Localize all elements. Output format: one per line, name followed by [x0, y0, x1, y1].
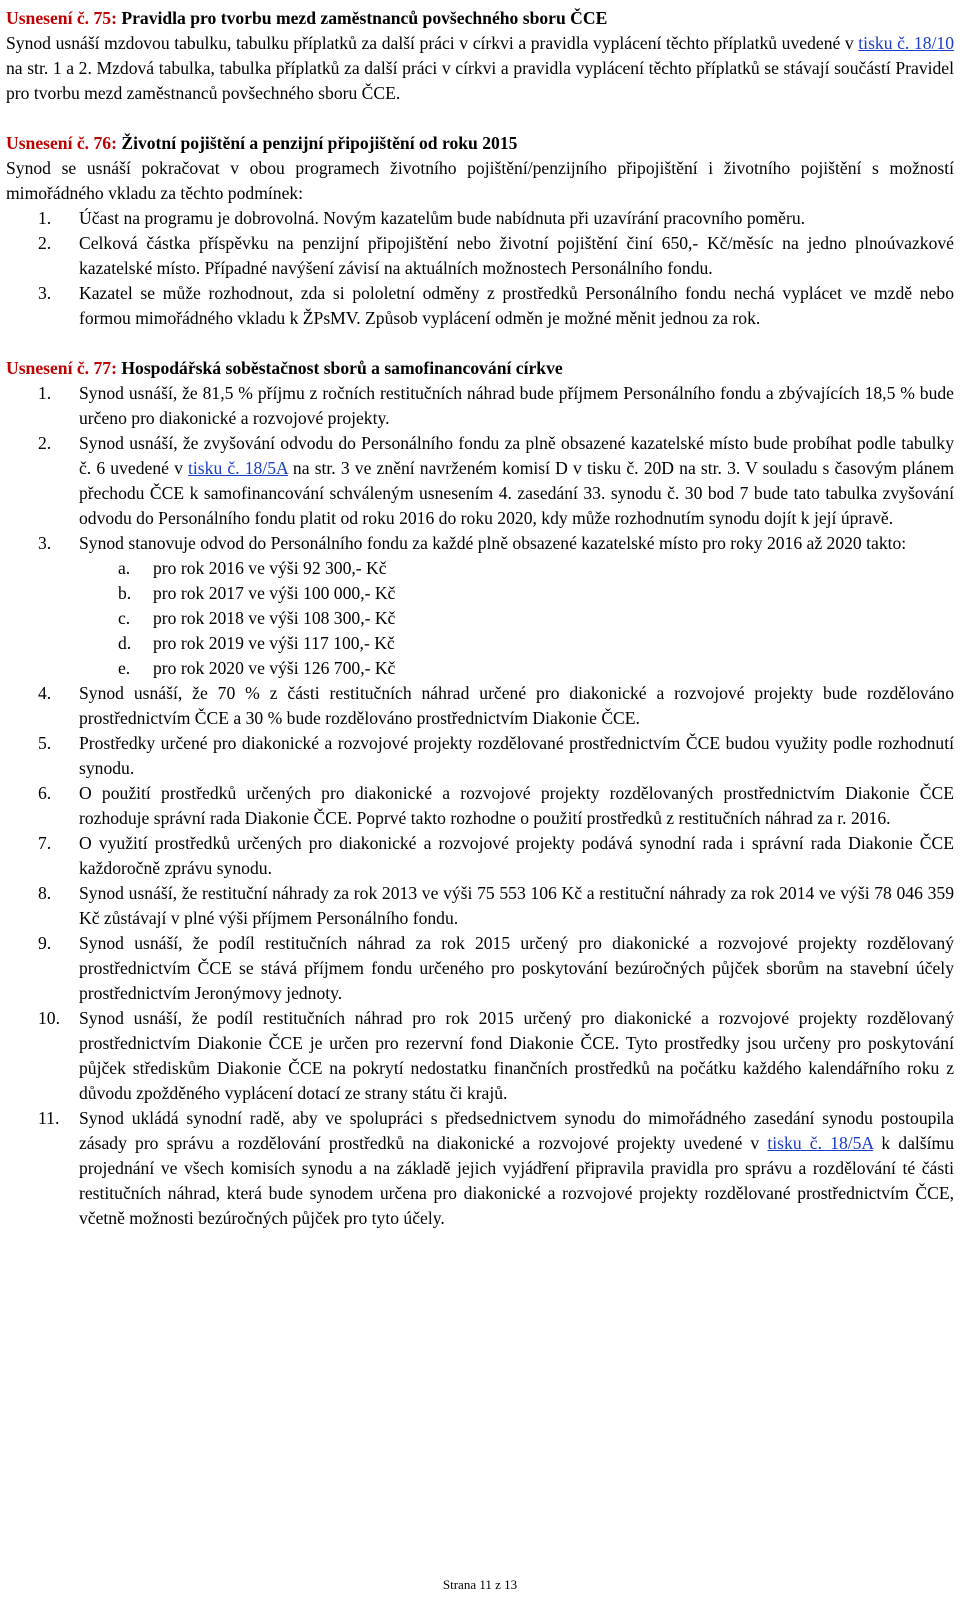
item-text: Prostředky určené pro diakonické a rozvojové projekty rozdělované prostřednictvím ČCE budou využity podle rozhodnutí synodu.	[79, 733, 954, 778]
item-number: 2.	[38, 433, 52, 453]
sub-item-text: pro rok 2020 ve výši 126 700,- Kč	[153, 658, 396, 678]
resolution-77	[6, 356, 954, 1231]
tisk-18-5a-link[interactable]: tisku č. 18/5A	[188, 458, 288, 478]
resolution-76-intro: Synod se usnáší pokračovat v obou programech životního pojištění/penzijního připojištění i životního pojištění s možností mimořádného vkladu za těchto podmínek:	[6, 158, 954, 203]
sub-item-letter: d.	[118, 633, 132, 653]
list-item	[6, 931, 954, 1006]
item-text: Synod usnáší, že podíl restitučních náhrad za rok 2015 určený pro diakonické a rozvojové projekty rozdělovaný prostřednictvím ČCE se stává příjmem fondu určeného pro poskytování bezúročných půjček sborům na stavební účely prostřednictvím Jeronýmovy jednoty.	[79, 933, 954, 1003]
resolution-76-list	[6, 206, 954, 331]
item-number: 7.	[38, 833, 52, 853]
item-text-continued: k dalšímu projednání ve všech komisích synodu a na základě jejich vyjádření připravila pravidla pro správu a rozdělování té části restitučních náhrad, která bude synodem určena pro diakonické a rozvojové projekty rozdělované prostřednictvím ČCE, včetně možnosti bezúročných půjček pro tyto účely.	[79, 1133, 954, 1228]
resolution-75-text-2: na str. 1 a 2. Mzdová tabulka, tabulka příplatků za další práci v církvi a pravidla vyplácení těchto příplatků se stávají součástí Pravidel pro tvorbu mezd zaměstnanců povšechného sboru ČCE.	[6, 58, 954, 103]
item-number: 4.	[38, 683, 52, 703]
item-number: 9.	[38, 933, 52, 953]
list-item	[6, 281, 954, 331]
item-text: Účast na programu je dobrovolná. Novým kazatelům bude nabídnuta při uzavírání pracovního poměru.	[79, 208, 806, 228]
sub-item-text: pro rok 2017 ve výši 100 000,- Kč	[153, 583, 396, 603]
resolution-76-number: Usnesení č. 76:	[6, 133, 117, 153]
list-item	[6, 781, 954, 831]
item-text: Synod ukládá synodní radě, aby ve spolupráci s předsednictvem synodu do mimořádného zasedání synodu postoupila zásady pro správu a rozdělování prostředků na diakonické a rozvojové projekty uvedené v	[79, 1108, 954, 1153]
resolution-77-number: Usnesení č. 77:	[6, 358, 117, 378]
sub-item-text: pro rok 2016 ve výši 92 300,- Kč	[153, 558, 387, 578]
item-number: 5.	[38, 733, 52, 753]
item-text: Synod usnáší, že 70 % z části restitučních náhrad určené pro diakonické a rozvojové projekty bude rozdělováno prostřednictvím ČCE a 30 % bude rozdělováno prostřednictvím Diakonie ČCE.	[79, 683, 954, 728]
resolution-75-number: Usnesení č. 75:	[6, 8, 117, 28]
item-text: Synod stanovuje odvod do Personálního fondu za každé plně obsazené kazatelské místo pro roky 2016 až 2020 takto:	[79, 533, 907, 553]
list-item	[6, 206, 954, 231]
item-text: Kazatel se může rozhodnout, zda si pololetní odměny z prostředků Personálního fondu nechá vyplácet ve mzdě nebo formou mimořádného vkladu k ŽPsMV. Způsob vyplácení odměn je možné měnit jednou za rok.	[79, 283, 954, 328]
item-number: 3.	[38, 283, 52, 303]
resolution-75-title: Pravidla pro tvorbu mezd zaměstnanců povšechného sboru ČCE	[121, 8, 608, 28]
item-text: O použití prostředků určených pro diakonické a rozvojové projekty rozdělovaných prostřednictvím Diakonie ČCE rozhoduje správní rada Diakonie ČCE. Poprvé takto rozhodne o použití prostředků z restitučních náhrad za r. 2016.	[79, 783, 954, 828]
item-number: 11.	[38, 1108, 60, 1128]
list-item	[6, 831, 954, 881]
resolution-75-text-1: Synod usnáší mzdovou tabulku, tabulku příplatků za další práci v církvi a pravidla vyplácení těchto příplatků uvedené v	[6, 33, 859, 53]
page-number: Strana 11 z 13	[442, 1577, 518, 1592]
list-item	[6, 431, 954, 531]
resolution-77-heading	[6, 356, 954, 381]
resolution-76-title: Životní pojištění a penzijní připojištění od roku 2015	[121, 133, 518, 153]
list-item	[6, 1106, 954, 1231]
resolution-77-list	[6, 381, 954, 556]
sub-item-text: pro rok 2019 ve výši 117 100,- Kč	[153, 633, 395, 653]
sub-item-letter: a.	[118, 558, 131, 578]
item-number: 1.	[38, 208, 52, 228]
item-text: Celková částka příspěvku na penzijní připojištění nebo životní pojištění činí 650,- Kč/měsíc na jedno plnoúvazkové kazatelské místo. Případné navýšení závisí na aktuálních možnostech Personálního fondu.	[79, 233, 954, 278]
list-item	[6, 881, 954, 931]
resolution-76-heading	[6, 131, 954, 156]
resolution-76	[6, 131, 954, 331]
sub-item	[6, 656, 954, 681]
sub-item	[6, 556, 954, 581]
sub-item-letter: b.	[118, 583, 132, 603]
resolution-75	[6, 6, 954, 106]
sub-item	[6, 606, 954, 631]
list-item	[6, 681, 954, 731]
item-number: 6.	[38, 783, 52, 803]
sub-item	[6, 581, 954, 606]
yearly-contribution-list	[6, 556, 954, 681]
item-number: 8.	[38, 883, 52, 903]
item-text: Synod usnáší, že zvyšování odvodu do Personálního fondu za plně obsazené kazatelské místo bude probíhat podle tabulky č. 6 uvedené v	[79, 433, 954, 478]
tisk-18-10-link[interactable]: tisku č. 18/10	[858, 33, 954, 53]
sub-item	[6, 631, 954, 656]
page-footer	[0, 1577, 960, 1593]
list-item	[6, 381, 954, 431]
item-number: 1.	[38, 383, 52, 403]
list-item	[6, 731, 954, 781]
resolution-75-paragraph	[6, 31, 954, 106]
list-item	[6, 1006, 954, 1106]
item-text: Synod usnáší, že restituční náhrady za rok 2013 ve výši 75 553 106 Kč a restituční náhrady za rok 2014 ve výši 78 046 359 Kč zůstávají v plné výši příjmem Personálního fondu.	[79, 883, 954, 928]
sub-item-letter: c.	[118, 608, 131, 628]
item-number: 2.	[38, 233, 52, 253]
item-text: Synod usnáší, že 81,5 % příjmu z ročních restitučních náhrad bude příjmem Personálního fondu a zbývajících 18,5 % bude určeno pro diakonické a rozvojové projekty.	[79, 383, 954, 428]
resolution-77-title: Hospodářská soběstačnost sborů a samofinancování církve	[121, 358, 563, 378]
item-text: O využití prostředků určených pro diakonické a rozvojové projekty podává synodní rada i správní rada Diakonie ČCE každoročně zprávu synodu.	[79, 833, 954, 878]
item-number: 3.	[38, 533, 52, 553]
item-text: Synod usnáší, že podíl restitučních náhrad pro rok 2015 určený pro diakonické a rozvojové projekty rozdělovaný prostřednictvím Diakonie ČCE je určen pro rezervní fond Diakonie ČCE. Tyto prostředky jsou určeny pro poskytování půjček střediskům Diakonie ČCE na pokrytí nedostatku finančních prostředků na počátku každého kalendářního roku z důvodu zpožděného vyplácení dotací ze strany státu či krajů.	[79, 1008, 954, 1103]
document-page	[6, 6, 954, 1231]
resolution-77-list-continued	[6, 681, 954, 1231]
list-item	[6, 531, 954, 556]
resolution-75-heading	[6, 6, 954, 31]
item-number: 10.	[38, 1008, 60, 1028]
list-item	[6, 231, 954, 281]
tisk-18-5a-link-2[interactable]: tisku č. 18/5A	[767, 1133, 874, 1153]
sub-item-text: pro rok 2018 ve výši 108 300,- Kč	[153, 608, 396, 628]
item-text-continued: na str. 3 ve znění navrženém komisí D v tisku č. 20D na str. 3. V souladu s časovým plánem přechodu ČCE k samofinancování schváleným usnesením 4. zasedání 33. synodu č. 30 bod 7 bude tato tabulka zvyšování odvodu do Personálního fondu platit od roku 2016 do roku 2020, kdy může rozhodnutím synodu dojít k její úpravě.	[79, 458, 955, 528]
sub-item-letter: e.	[118, 658, 131, 678]
